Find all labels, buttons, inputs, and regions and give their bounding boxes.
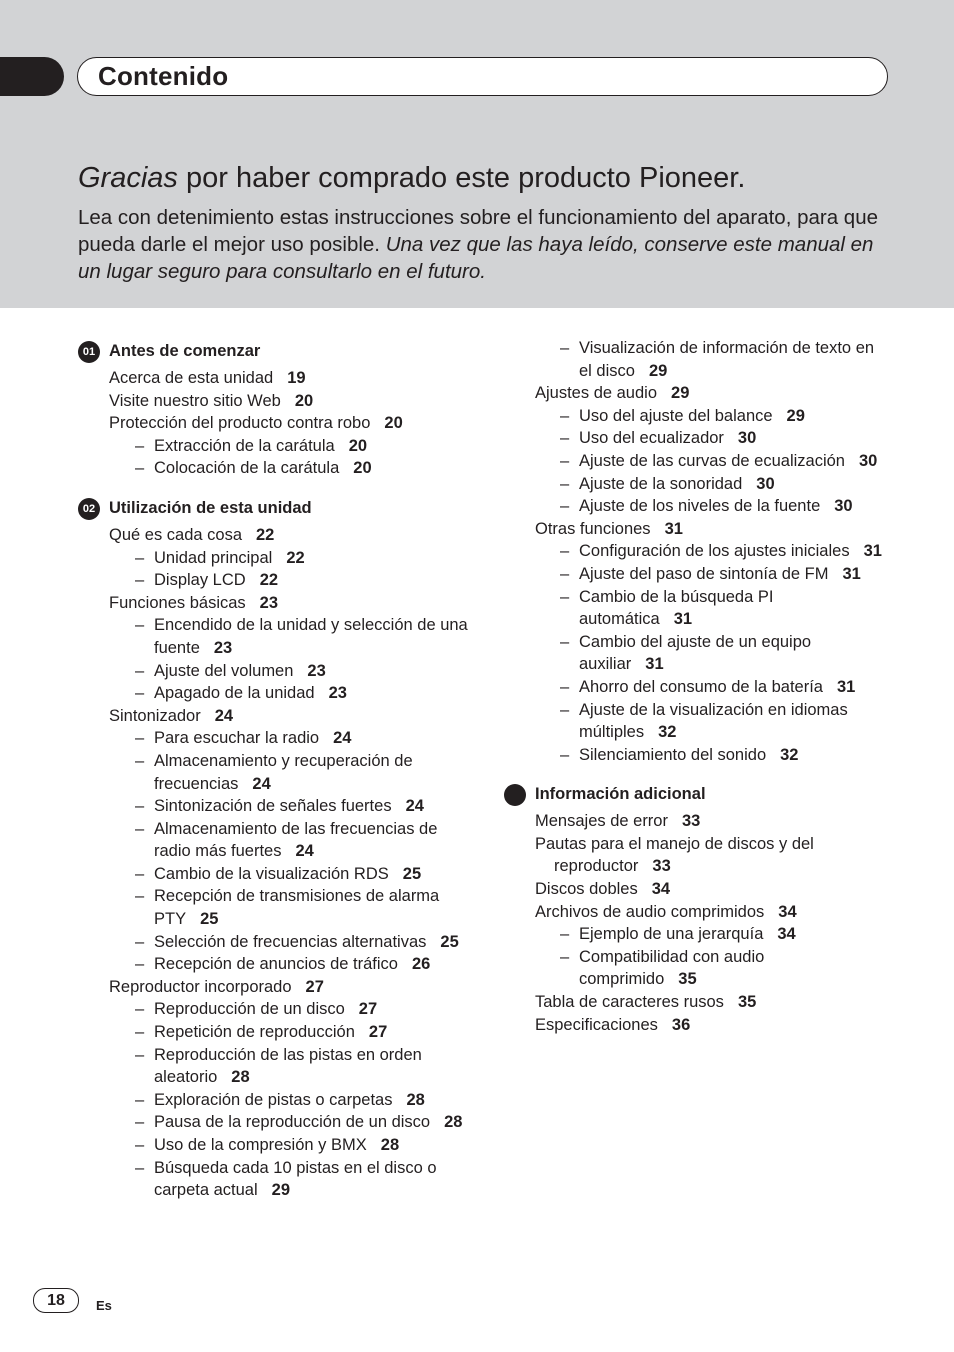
toc-subentry[interactable]: – Ajuste de las curvas de ecualización 30 [560,451,878,470]
toc-subentry[interactable]: – Encendido de la unidad y selección de una fuente 23 [135,616,468,657]
toc-subentry[interactable]: – Cambio del ajuste de un equipo auxiliar 31 [560,632,812,674]
toc-subentry[interactable]: – Reproducción de un disco 27 [135,1000,378,1019]
toc-entry[interactable]: Pautas para el manejo de discos y del reproductor 33 [535,834,814,876]
thanks-rest: por haber comprado este producto Pioneer. [177,162,746,194]
toc-subentry[interactable]: – Unidad principal 22 [135,548,305,567]
toc-subentry[interactable]: – Búsqueda cada 10 pistas en el disco o carpeta actual 29 [135,1158,437,1200]
toc-subentry[interactable]: – Configuración de los ajustes iniciales 31 [560,542,882,561]
toc-subentry[interactable]: – Ahorro del consumo de la batería 31 [560,677,856,696]
toc-entry[interactable]: Otras funciones 31 [535,519,683,538]
toc-subentry[interactable]: – Ajuste de la sonoridad 30 [560,474,775,493]
toc-entry[interactable]: Visite nuestro sitio Web 20 [109,391,314,410]
toc-subentry[interactable]: – Extracción de la carátula 20 [135,436,368,455]
toc-entry[interactable]: Acerca de esta unidad 19 [109,369,306,387]
toc-subentry[interactable]: – Pausa de la reproducción de un disco 28 [135,1113,463,1132]
toc-subentry[interactable]: – Uso del ecualizador 30 [560,429,757,448]
toc-subentry[interactable]: – Recepción de anuncios de tráfico 26 [135,955,431,974]
toc-entry[interactable]: Tabla de caracteres rusos 35 [535,993,757,1012]
toc-subentry[interactable]: – Reproducción de las pistas en orden aleatorio 28 [135,1045,422,1087]
toc-subentry[interactable]: – Ejemplo de una jerarquía 34 [560,925,796,944]
toc-subentry[interactable]: – Almacenamiento de las frecuencias de radio más fuertes 24 [135,819,438,861]
intro-plain: Lea con detenimiento estas instrucciones sobre el funcionamiento del aparato, para que pueda darle el mejor uso posible. [78,206,879,256]
section-title: Utilización de esta unidad [109,498,312,517]
toc-left-column [78,336,478,1202]
thanks-emphasis: Gracias [78,162,178,194]
toc-subentry[interactable]: – Ajuste del volumen 23 [135,661,326,680]
toc-entry[interactable]: Ajustes de audio 29 [535,384,690,403]
toc-section-heading[interactable] [78,340,478,362]
section-title: Información adicional [535,785,706,804]
toc-subentry[interactable]: – Sintonización de señales fuertes 24 [135,797,424,816]
toc-entry[interactable]: Reproductor incorporado 27 [109,977,324,996]
thanks-heading [78,160,878,196]
section-number-badge: 01 [78,341,100,363]
toc-subentry[interactable]: – Recepción de transmisiones de alarma PTY 25 [135,887,440,929]
toc-entry[interactable]: Archivos de audio comprimidos 34 [535,902,797,921]
toc-entry[interactable]: Qué es cada cosa 22 [109,525,275,544]
toc-section-heading[interactable] [78,497,478,519]
toc-section-heading[interactable] [504,783,884,805]
toc-subentry[interactable]: – Display LCD 22 [135,571,279,590]
toc-subentry[interactable]: – Uso de la compresión y BMX 28 [135,1136,400,1154]
toc-entry[interactable]: Sintonizador 24 [109,706,234,725]
toc-subentry[interactable]: – Repetición de reproducción 27 [135,1023,388,1042]
toc-subentry[interactable]: – Ajuste del paso de sintonía de FM 31 [560,564,861,583]
toc-subentry[interactable]: – Apagado de la unidad 23 [135,684,347,703]
page-title: Contenido [98,61,229,91]
toc-subentry[interactable]: – Selección de frecuencias alternativas 25 [135,932,459,951]
toc-subentry[interactable]: – Cambio de la visualización RDS 25 [135,864,422,883]
toc-entry[interactable]: Discos dobles 34 [535,880,671,899]
toc-subentry[interactable]: – Silenciamiento del sonido 32 [560,745,799,764]
toc-subentry[interactable]: – Visualización de información de texto en el disco 29 [560,339,875,380]
section-title: Antes de comenzar [109,342,261,360]
intro-italic: Una vez que las haya leído, conserve este manual en un lugar seguro para consultarlo en el futuro. [78,233,874,283]
section-tab-marker [0,57,64,96]
toc-subentry[interactable]: – Exploración de pistas o carpetas 28 [135,1090,425,1109]
toc-subentry[interactable]: – Ajuste de la visualización en idiomas múltiples 32 [560,700,848,742]
section-number-badge: 02 [78,498,100,520]
page-number: 18 [33,1288,79,1313]
toc-subentry[interactable]: – Almacenamiento y recuperación de frecuencias 24 [135,751,413,793]
toc-subentry[interactable]: – Ajuste de los niveles de la fuente 30 [560,497,853,516]
toc-subentry[interactable]: – Para escuchar la radio 24 [135,729,352,748]
toc-entry[interactable]: Mensajes de error 33 [535,812,701,831]
toc-right-column [504,337,884,1036]
toc-entry[interactable]: Funciones básicas 23 [109,593,279,612]
intro-paragraph [78,204,878,285]
toc-entry[interactable]: Especificaciones 36 [535,1015,691,1034]
language-code: Es [96,1298,112,1313]
toc-entry[interactable]: Protección del producto contra robo 20 [109,414,403,433]
toc-subentry[interactable]: – Compatibilidad con audio comprimido 35 [560,947,765,989]
section-marker-icon [504,784,526,806]
toc-subentry[interactable]: – Uso del ajuste del balance 29 [560,406,805,425]
title-bar [77,57,888,96]
toc-subentry[interactable]: – Cambio de la búsqueda PI automática 31 [560,587,774,629]
toc-subentry[interactable]: – Colocación de la carátula 20 [135,459,372,478]
